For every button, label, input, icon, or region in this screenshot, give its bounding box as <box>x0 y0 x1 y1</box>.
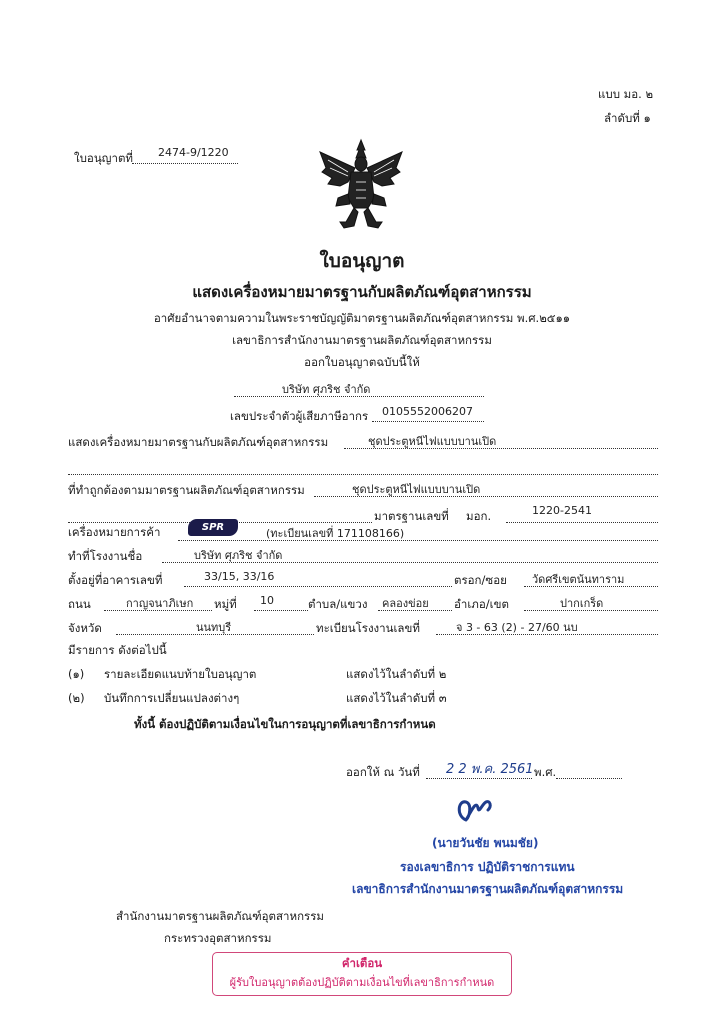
item-text: รายละเอียดแนบท้ายใบอนุญาต <box>104 667 257 681</box>
warning-title: คำเตือน <box>341 956 383 970</box>
signature-icon <box>452 794 502 824</box>
license-number-dotline <box>132 163 238 164</box>
form-code: แบบ มอ. ๒ <box>598 87 654 101</box>
building-dotline <box>184 586 452 587</box>
garuda-emblem-icon <box>318 138 404 232</box>
show-mark-product: ชุดประตูหนีไฟแบบบานเปิด <box>368 435 497 448</box>
amphoe: ปากเกร็ด <box>560 597 604 610</box>
standard-dotline <box>506 522 658 523</box>
license-number: 2474-9/1220 <box>158 146 229 159</box>
authority-line: อาศัยอำนาจตามความในพระราชบัญญัติมาตรฐานผลิตภัณฑ์อุตสาหกรรม พ.ศ.๒๕๑๑ <box>153 311 571 325</box>
trademark-label: เครื่องหมายการค้า <box>68 525 161 539</box>
standard-label: มาตรฐานเลขที่ <box>374 509 449 523</box>
item-number: (๒) <box>68 691 85 705</box>
factory-name: บริษัท ศุภริช จำกัด <box>194 549 283 562</box>
moo-dotline <box>254 610 308 611</box>
show-mark-label: แสดงเครื่องหมายมาตรฐานกับผลิตภัณฑ์อุตสาหกรรม <box>68 435 329 449</box>
tax-id-dotline <box>372 421 484 422</box>
conform-label: ที่ทำถูกต้องตามมาตรฐานผลิตภัณฑ์อุตสาหกรรม <box>68 483 305 497</box>
province: นนทบุรี <box>196 621 232 634</box>
trademark-dotline <box>178 540 658 541</box>
signer-name: (นายวันชัย พนมชัย) <box>432 836 539 850</box>
soi: วัดศรีเขตน้นทาราม <box>532 573 625 586</box>
amphoe-label: อำเภอ/เขต <box>454 597 509 611</box>
moo-label: หมู่ที่ <box>214 597 237 611</box>
signer-office: เลขาธิการสำนักงานมาตรฐานผลิตภัณฑ์อุตสาหกรรม <box>352 882 624 896</box>
condition-text: ทั้งนี้ ต้องปฏิบัติตามเงื่อนไขในการอนุญาตที่เลขาธิการกำหนด <box>134 717 436 731</box>
tambon-label: ตำบล/แขวง <box>308 597 368 611</box>
order-number: ลำดับที่ ๑ <box>604 111 651 125</box>
soi-label: ตรอก/ซอย <box>454 573 507 587</box>
warning-text: ผู้รับใบอนุญาตต้องปฏิบัติตามเงื่อนไขที่เลขาธิการกำหนด <box>229 976 495 989</box>
footer-ministry: กระทรวงอุตสาหกรรม <box>164 931 272 945</box>
item-reference: แสดงไว้ในลำดับที่ ๒ <box>346 667 447 681</box>
blank-dotline-1 <box>68 474 658 475</box>
trademark-registration: (ทะเบียนเลขที่ 171108166) <box>266 527 405 540</box>
warning-box <box>212 952 512 996</box>
tax-id-label: เลขประจำตัวผู้เสียภาษีอากร <box>230 409 369 423</box>
issue-era-dotline <box>556 778 622 779</box>
footer-office: สำนักงานมาตรฐานผลิตภัณฑ์อุตสาหกรรม <box>116 909 324 923</box>
building-number: 33/15, 33/16 <box>204 570 275 583</box>
standard-prefix: มอก. <box>466 509 492 523</box>
factory-name-label: ทำที่โรงงานชื่อ <box>68 549 143 563</box>
license-number-label: ใบอนุญาตที่ <box>74 151 133 165</box>
province-label: จังหวัด <box>68 621 102 635</box>
signer-position: รองเลขาธิการ ปฏิบัติราชการแทน <box>400 860 575 874</box>
spr-trademark-logo: SPR <box>188 519 238 536</box>
item-text: บันทึกการเปลี่ยนแปลงต่างๆ <box>104 691 240 705</box>
moo: 10 <box>260 594 274 607</box>
issue-to-line: ออกใบอนุญาตฉบับนี้ให้ <box>304 355 420 369</box>
document-title: ใบอนุญาต <box>319 250 405 272</box>
tax-id: 0105552006207 <box>382 405 473 418</box>
factory-reg-number: จ 3 - 63 (2) - 27/60 นบ <box>456 621 578 634</box>
item-reference: แสดงไว้ในลำดับที่ ๓ <box>346 691 447 705</box>
document-subtitle: แสดงเครื่องหมายมาตรฐานกับผลิตภัณฑ์อุตสาหกรรม <box>192 283 532 301</box>
item-number: (๑) <box>68 667 85 681</box>
issuer-line: เลขาธิการสำนักงานมาตรฐานผลิตภัณฑ์อุตสาหกรรม <box>232 333 492 347</box>
standard-number: 1220-2541 <box>532 504 592 517</box>
conform-product: ชุดประตูหนีไฟแบบบานเปิด <box>352 483 481 496</box>
items-intro: มีรายการ ดังต่อไปนี้ <box>68 643 167 657</box>
licensee-name: บริษัท ศุภริช จำกัด <box>282 383 371 396</box>
tambon: คลองข่อย <box>382 597 429 610</box>
issue-date-label: ออกให้ ณ วันที่ <box>346 765 420 779</box>
building-label: ตั้งอยู่ที่อาคารเลขที่ <box>68 573 163 587</box>
road: กาญจนาภิเษก <box>126 597 194 610</box>
road-label: ถนน <box>68 597 91 611</box>
issue-date: 2 2 พ.ค. 2561 <box>446 762 534 777</box>
factory-reg-label: ทะเบียนโรงงานเลขที่ <box>316 621 420 635</box>
issue-era: พ.ศ. <box>534 765 557 779</box>
